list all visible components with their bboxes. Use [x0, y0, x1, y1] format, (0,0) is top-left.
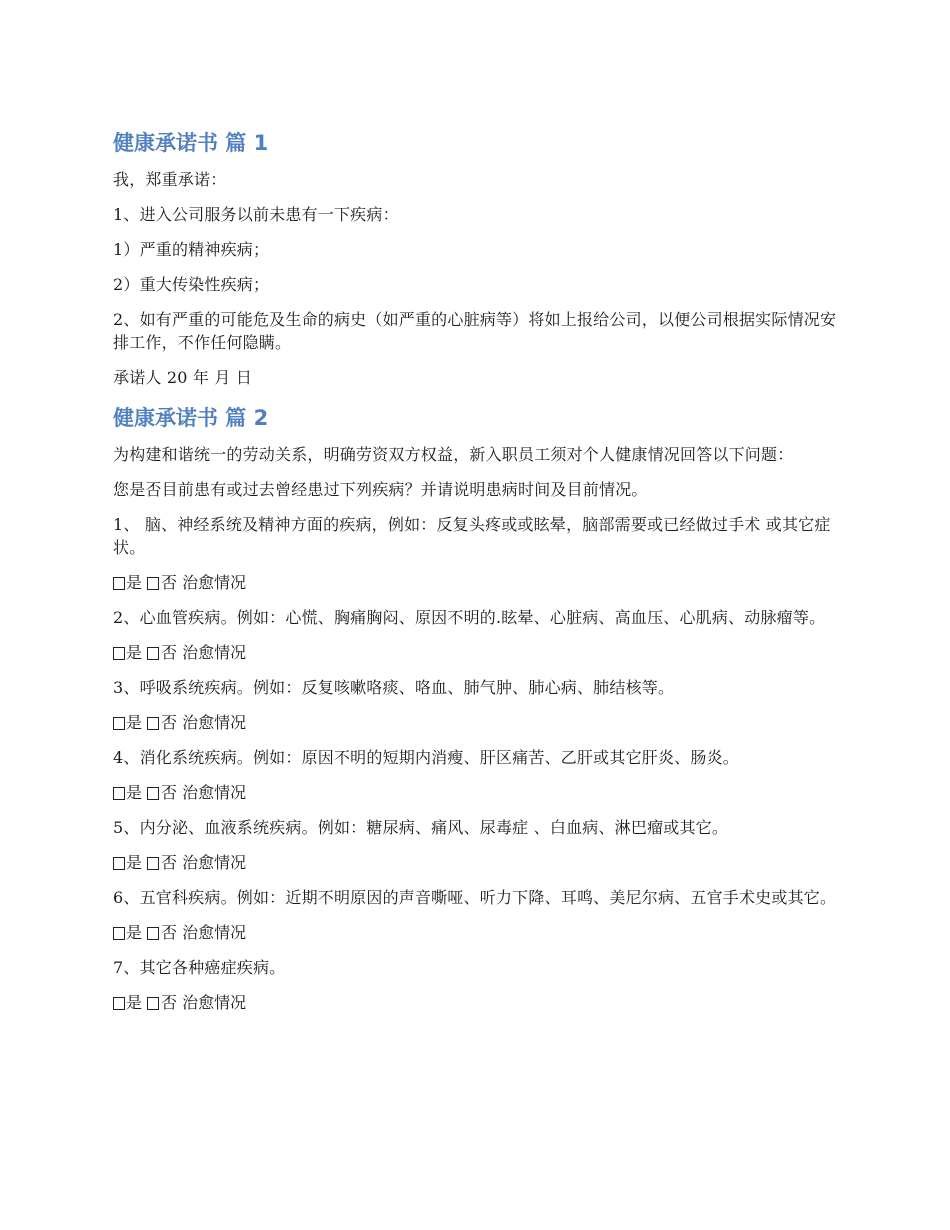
no-label: 否 治愈情况 — [161, 713, 247, 732]
checkbox-yes[interactable] — [113, 647, 125, 660]
checkbox-yes[interactable] — [113, 997, 125, 1010]
yes-label: 是 — [126, 993, 143, 1012]
checkbox-no[interactable] — [147, 857, 159, 870]
checkbox-no[interactable] — [147, 997, 159, 1010]
yes-label: 是 — [126, 783, 143, 802]
s1-signature-line: 承诺人 20 年 月 日 — [113, 368, 253, 387]
disease-item: 7、其它各种癌症疾病。 — [113, 958, 286, 977]
s2-intro: 您是否目前患有或过去曾经患过下列疾病？并请说明患病时间及目前情况。 — [113, 480, 648, 499]
checkbox-yes[interactable] — [113, 787, 125, 800]
disease-item: 3、呼吸系统疾病。例如：反复咳嗽咯痰、咯血、肺气肿、肺心病、肺结核等。 — [113, 678, 675, 697]
answer-row — [113, 711, 838, 734]
disease-item: 4、消化系统疾病。例如：原因不明的短期内消瘦、肝区痛苦、乙肝或其它肝炎、肠炎。 — [113, 748, 739, 767]
checkbox-yes[interactable] — [113, 857, 125, 870]
answer-row — [113, 571, 838, 594]
answer-row — [113, 921, 838, 944]
s1-paragraph: 1、进入公司服务以前未患有一下疾病： — [113, 205, 399, 224]
document-page — [113, 126, 838, 1026]
checkbox-no[interactable] — [147, 927, 159, 940]
s1-paragraph: 我，郑重承诺： — [113, 170, 227, 189]
section1-title: 健康承诺书 篇 1 — [113, 131, 269, 155]
s1-paragraph: 1）严重的精神疾病； — [113, 240, 270, 259]
no-label: 否 治愈情况 — [161, 993, 247, 1012]
s1-paragraph: 2、如有严重的可能危及生命的病史（如严重的心脏病等）将如上报给公司，以便公司根据实际情况安排工作，不作任何隐瞒。 — [113, 310, 837, 352]
checkbox-no[interactable] — [147, 647, 159, 660]
yes-label: 是 — [126, 643, 143, 662]
answer-row — [113, 781, 838, 804]
no-label: 否 治愈情况 — [161, 853, 247, 872]
checkbox-no[interactable] — [147, 577, 159, 590]
disease-item: 2、心血管疾病。例如：心慌、胸痛胸闷、原因不明的.眩晕、心脏病、高血压、心肌病、动脉瘤等。 — [113, 608, 826, 627]
disease-item: 1、 脑、神经系统及精神方面的疾病，例如：反复头疼或或眩晕，脑部需要或已经做过手术 或其它症状。 — [113, 515, 831, 557]
yes-label: 是 — [126, 853, 143, 872]
no-label: 否 治愈情况 — [161, 923, 247, 942]
section2-title: 健康承诺书 篇 2 — [113, 406, 269, 430]
answer-row — [113, 641, 838, 664]
no-label: 否 治愈情况 — [161, 643, 247, 662]
disease-item: 5、内分泌、血液系统疾病。例如：糖尿病、痛风、尿毒症 、白血病、淋巴瘤或其它。 — [113, 818, 729, 837]
checkbox-yes[interactable] — [113, 927, 125, 940]
yes-label: 是 — [126, 573, 143, 592]
yes-label: 是 — [126, 923, 143, 942]
answer-row — [113, 991, 838, 1014]
no-label: 否 治愈情况 — [161, 783, 247, 802]
yes-label: 是 — [126, 713, 143, 732]
s2-intro: 为构建和谐统一的劳动关系，明确劳资双方权益，新入职员工须对个人健康情况回答以下问题： — [113, 445, 794, 464]
checkbox-yes[interactable] — [113, 577, 125, 590]
no-label: 否 治愈情况 — [161, 573, 247, 592]
checkbox-no[interactable] — [147, 787, 159, 800]
checkbox-no[interactable] — [147, 717, 159, 730]
s1-paragraph: 2）重大传染性疾病； — [113, 275, 270, 294]
answer-row — [113, 851, 838, 874]
checkbox-yes[interactable] — [113, 717, 125, 730]
disease-item: 6、五官科疾病。例如：近期不明原因的声音嘶哑、听力下降、耳鸣、美尼尔病、五官手术史或其它。 — [113, 888, 837, 907]
